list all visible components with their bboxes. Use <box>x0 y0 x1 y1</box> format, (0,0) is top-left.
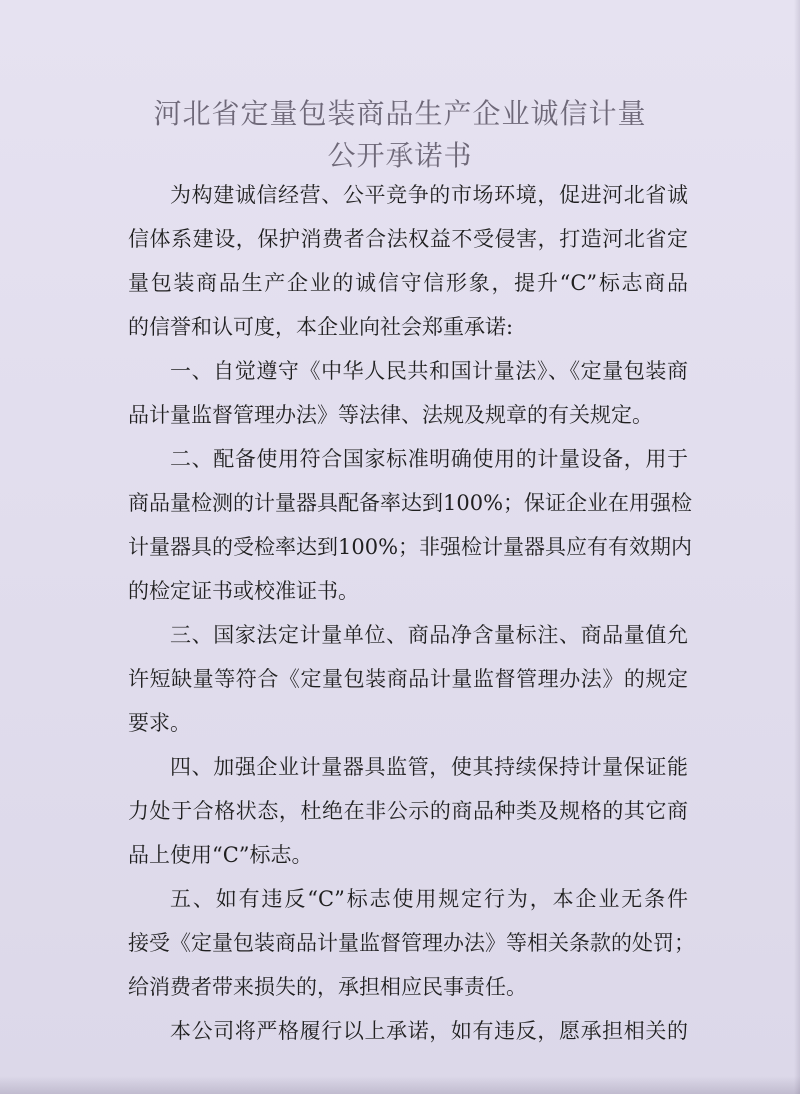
page-bottom-shadow <box>0 1076 800 1094</box>
text-line: 信体系建设，保护消费者合法权益不受侵害，打造河北省定 <box>128 227 688 251</box>
text-line: 五、如有违反“C”标志使用规定行为，本企业无条件 <box>170 887 688 911</box>
text-line: 的检定证书或校准证书。 <box>128 579 359 603</box>
text-line: 量包装商品生产企业的诚信守信形象，提升“C”标志商品 <box>128 271 688 295</box>
text-line: 为构建诚信经营、公平竞争的市场环境，促进河北省诚 <box>170 183 688 207</box>
document-title-line-1: 河北省定量包装商品生产企业诚信计量 <box>153 97 647 130</box>
page-edge-shadow <box>794 0 800 1094</box>
text-line: 品计量监督管理办法》等法律、法规及规章的有关规定。 <box>128 403 653 427</box>
text-line: 四、加强企业计量器具监管，使其持续保持计量保证能 <box>170 755 688 779</box>
text-line: 二、配备使用符合国家标准明确使用的计量设备，用于 <box>170 447 688 471</box>
text-line: 力处于合格状态，杜绝在非公示的商品种类及规格的其它商 <box>128 799 688 823</box>
text-line: 一、自觉遵守《中华人民共和国计量法》、《定量包装商 <box>170 359 688 383</box>
text-line: 品上使用“C”标志。 <box>128 843 313 867</box>
text-line: 的信誉和认可度，本企业向社会郑重承诺: <box>128 315 514 339</box>
text-line: 三、国家法定计量单位、商品净含量标注、商品量值允 <box>170 623 688 647</box>
text-line: 本公司将严格履行以上承诺，如有违反，愿承担相关的 <box>170 1019 688 1043</box>
text-line: 许短缺量等符合《定量包装商品计量监督管理办法》的规定 <box>128 667 688 691</box>
text-line: 给消费者带来损失的，承担相应民事责任。 <box>128 975 527 999</box>
text-line: 接受《定量包装商品计量监督管理办法》等相关条款的处罚； <box>128 931 695 955</box>
text-line: 要求。 <box>128 711 191 735</box>
text-line: 商品量检测的计量器具配备率达到100%；保证企业在用强检 <box>128 491 693 515</box>
text-line: 计量器具的受检率达到100%；非强检计量器具应有有效期内 <box>128 535 693 559</box>
document-title-line-2: 公开承诺书 <box>327 139 473 172</box>
